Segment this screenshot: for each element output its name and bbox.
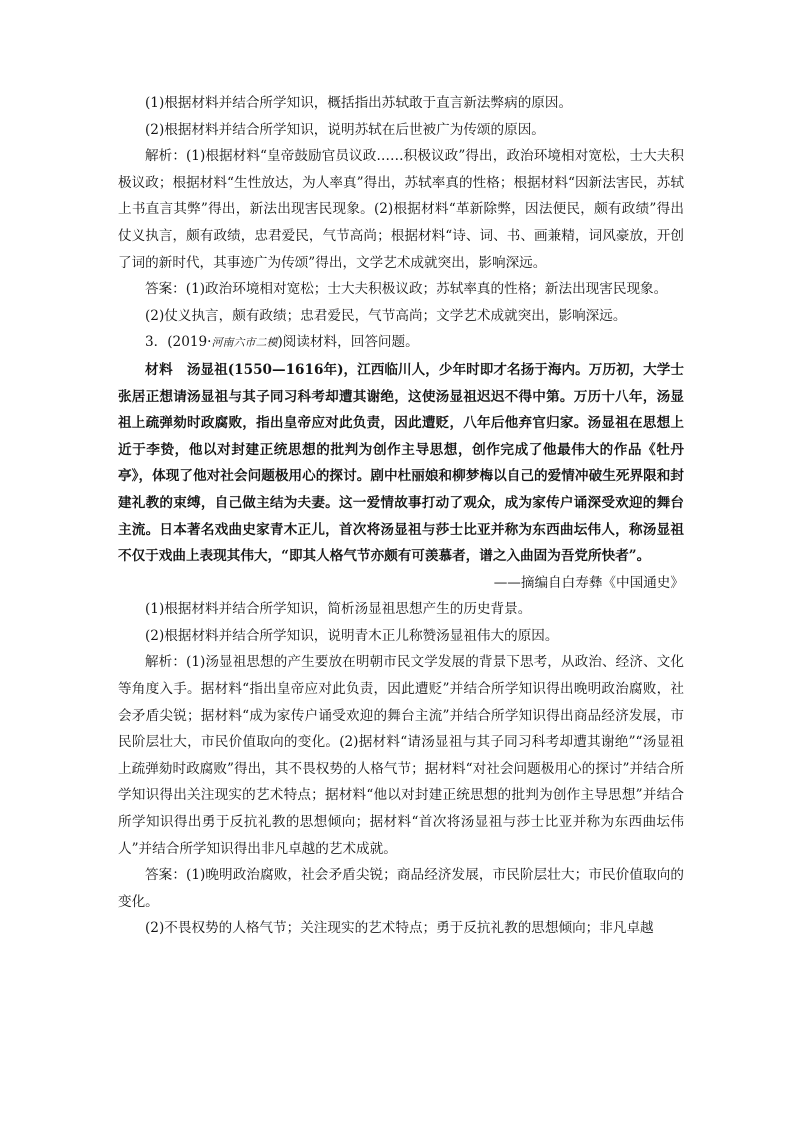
- question-3-answer-2: (2)不畏权势的人格气节；关注现实的艺术特点；勇于反抗礼教的思想倾向；非凡卓越: [145, 920, 654, 937]
- question-3-material: [118, 357, 684, 570]
- material-citation: ——摘编自白寿彝《中国通史》: [493, 574, 684, 591]
- question-2-sub-1: (1)根据材料并结合所学知识，概括指出苏轼敢于直言新法弊病的原因。: [145, 95, 573, 111]
- question-3-sub-1: (1)根据材料并结合所学知识，简析汤显祖思想产生的历史背景。: [145, 601, 532, 618]
- question-3-source: 河南六市二模: [211, 336, 278, 350]
- document-page: [118, 90, 684, 942]
- question-3-prompt: )阅读材料，回答问题。: [277, 334, 419, 351]
- question-2-sub-2: (2)根据材料并结合所学知识，说明苏轼在后世被广为传颂的原因。: [145, 121, 545, 138]
- question-3-heading: [118, 329, 684, 357]
- material-text: 汤显祖(1550—1616年)，江西临川人，少年时即才名扬于海内。万历初，大学士张居正想请汤显祖与其子同习科考却遭其谢绝，这使汤显祖迟迟不得中第。万历十八年，汤显祖上疏弹劾时政腐败，指出皇帝应对此负责，因此遭贬，八年后他弃官归家。汤显祖在思想上近于李贽，他以对封建正统思想的批判为创作主导思想，创作完成了他最伟大的作品《牡丹亭》，体现了他对社会问题极用心的探讨。剧中杜丽娘和柳梦梅以自己的爱情冲破生死界限和封建礼教的束缚，自己做主结为夫妻。这一爱情故事打动了观众，成为家传户诵深受欢迎的舞台主流。日本著名戏曲史家青木正儿，首次将汤显祖与莎士比亚并称为东西曲坛伟人，称汤显祖不仅于戏曲上表现其伟大，“即其人格气节亦颇有可羡慕者，谱之入曲固为吾党所快者”。: [118, 361, 685, 565]
- question-3-analysis: 解析：(1)汤显祖思想的产生要放在明朝市民文学发展的背景下思考，从政治、经济、文化等角度入手。据材料“指出皇帝应对此负责，因此遭贬”并结合所学知识得出晚明政治腐败，社会矛盾尖锐；据材料“成为家传户诵受欢迎的舞台主流”并结合所学知识得出商品经济发展，市民阶层壮大，市民价值取向的变化。(2)据材料“请汤显祖与其子同习科考却遭其谢绝”“汤显祖上疏弹劾时政腐败”得出，其不畏权势的人格气节；据材料“对社会问题极用心的探讨”并结合所学知识得出关注现实的艺术特点；据材料“他以对封建正统思想的批判为创作主导思想”并结合所学知识得出勇于反抗礼教的思想倾向；据材料“首次将汤显祖与莎士比亚并称为东西曲坛伟人”并结合所学知识得出非凡卓越的艺术成就。: [118, 654, 684, 857]
- question-2-answer-1: 答案：(1)政治环境相对宽松；士大夫积极议政；苏轼率真的性格；新法出现害民现象。: [145, 281, 668, 298]
- question-3-answer-1: 答案：(1)晚明政治腐败，社会矛盾尖锐；商品经济发展，市民阶层壮大；市民价值取向的变化。: [118, 867, 684, 910]
- question-3-number: 3．(2019·: [145, 334, 212, 351]
- question-3-sub-2: (2)根据材料并结合所学知识，说明青木正儿称赞汤显祖伟大的原因。: [145, 627, 559, 644]
- question-2-answer-2: (2)仗义执言，颇有政绩；忠君爱民，气节高尚；文学艺术成就突出，影响深远。: [145, 307, 627, 324]
- question-2-analysis: 解析：(1)根据材料“皇帝鼓励官员议政……积极议政”得出，政治环境相对宽松，士大夫积极议政；根据材料“生性放达，为人率真”得出，苏轼率真的性格；根据材料“因新法害民，苏轼上书直言其弊”得出，新法出现害民现象。(2)根据材料“革新除弊，因法便民，颇有政绩”得出仗义执言，颇有政绩，忠君爱民，气节高尚；根据材料“诗、词、书、画兼精，词风豪放，开创了词的新时代，其事迹广为传颂”得出，文学艺术成就突出，影响深远。: [118, 148, 684, 271]
- material-label: 材料: [145, 361, 174, 378]
